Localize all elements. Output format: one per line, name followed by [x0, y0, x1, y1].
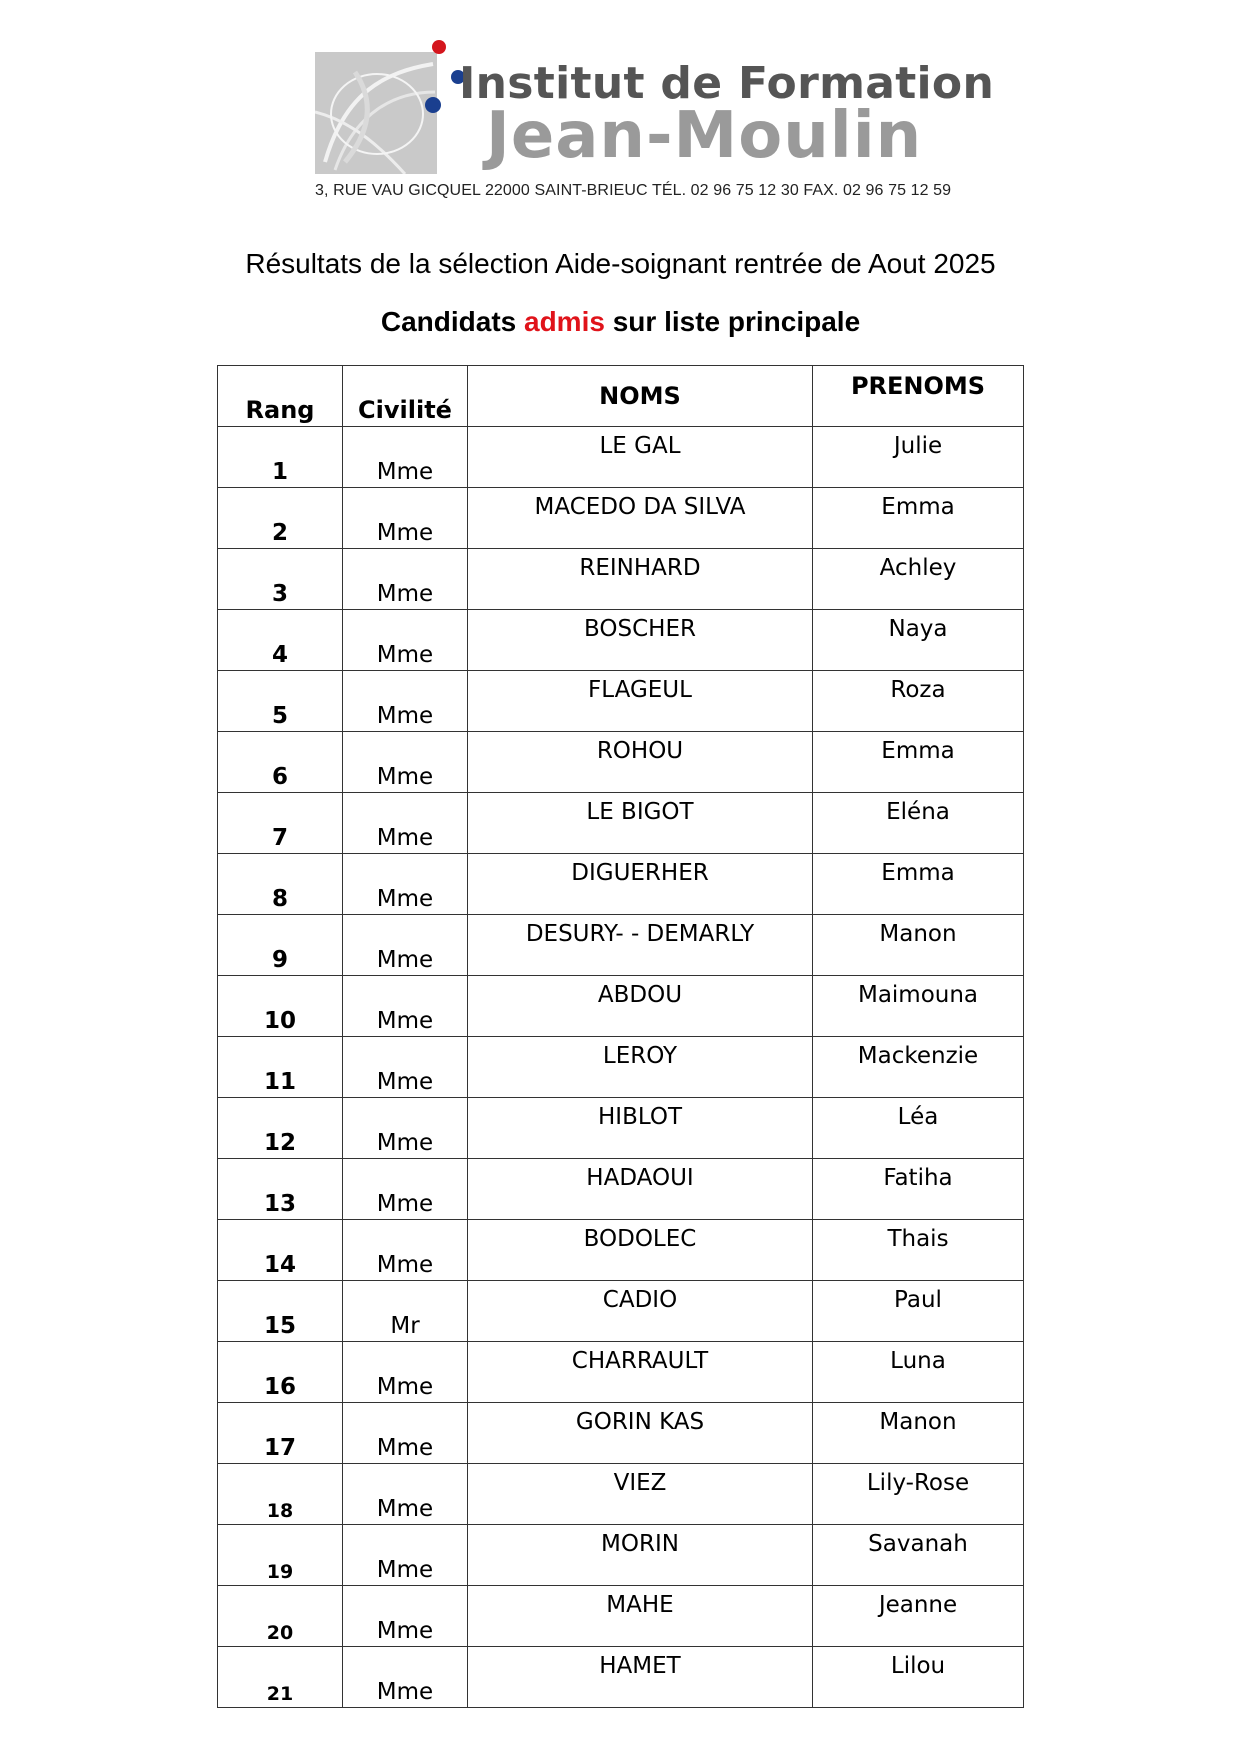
logo-line1: Institut de Formation: [459, 58, 995, 109]
cell-nom: CHARRAULT: [468, 1342, 813, 1403]
cell-rang: 19: [218, 1525, 343, 1586]
cell-nom: CADIO: [468, 1281, 813, 1342]
cell-rang: 12: [218, 1098, 343, 1159]
table-row: [218, 1281, 1024, 1342]
table-row: [218, 976, 1024, 1037]
cell-prenom: Manon: [813, 915, 1024, 976]
cell-rang: 5: [218, 671, 343, 732]
cell-nom: BOSCHER: [468, 610, 813, 671]
table-row: [218, 549, 1024, 610]
cell-civilite: Mme: [343, 976, 468, 1037]
cell-nom: HIBLOT: [468, 1098, 813, 1159]
cell-rang: 20: [218, 1586, 343, 1647]
cell-civilite: Mme: [343, 1403, 468, 1464]
cell-civilite: Mme: [343, 1464, 468, 1525]
cell-nom: VIEZ: [468, 1464, 813, 1525]
table-row: [218, 1220, 1024, 1281]
cell-prenom: Naya: [813, 610, 1024, 671]
table-row: [218, 1525, 1024, 1586]
cell-rang: 4: [218, 610, 343, 671]
cell-rang: 6: [218, 732, 343, 793]
cell-civilite: Mme: [343, 1586, 468, 1647]
cell-rang: 1: [218, 427, 343, 488]
table-row: [218, 1159, 1024, 1220]
institute-address: 3, RUE VAU GICQUEL 22000 SAINT-BRIEUC TÉL. 02 96 75 12 30 FAX. 02 96 75 12 59: [315, 182, 952, 199]
results-table: [217, 365, 1024, 1708]
cell-nom: LEROY: [468, 1037, 813, 1098]
cell-prenom: Maimouna: [813, 976, 1024, 1037]
table-row: [218, 1647, 1024, 1708]
table-row: [218, 732, 1024, 793]
cell-prenom: Mackenzie: [813, 1037, 1024, 1098]
cell-prenom: Savanah: [813, 1525, 1024, 1586]
header-prenoms: PRENOMS: [813, 366, 1024, 427]
cell-civilite: Mme: [343, 1525, 468, 1586]
cell-prenom: Lily-Rose: [813, 1464, 1024, 1525]
cell-nom: GORIN KAS: [468, 1403, 813, 1464]
header-rang: Rang: [218, 366, 343, 427]
cell-prenom: Emma: [813, 854, 1024, 915]
cell-civilite: Mme: [343, 488, 468, 549]
cell-nom: MORIN: [468, 1525, 813, 1586]
cell-nom: BODOLEC: [468, 1220, 813, 1281]
cell-civilite: Mme: [343, 732, 468, 793]
cell-civilite: Mme: [343, 1342, 468, 1403]
table-row: [218, 671, 1024, 732]
table-row: [218, 1342, 1024, 1403]
cell-prenom: Luna: [813, 1342, 1024, 1403]
table-header-row: [218, 366, 1024, 427]
cell-nom: REINHARD: [468, 549, 813, 610]
cell-prenom: Lilou: [813, 1647, 1024, 1708]
table-row: [218, 427, 1024, 488]
cell-nom: FLAGEUL: [468, 671, 813, 732]
cell-prenom: Manon: [813, 1403, 1024, 1464]
cell-prenom: Roza: [813, 671, 1024, 732]
cell-nom: HADAOUI: [468, 1159, 813, 1220]
table-row: [218, 1098, 1024, 1159]
table-row: [218, 854, 1024, 915]
cell-prenom: Emma: [813, 488, 1024, 549]
cell-civilite: Mr: [343, 1281, 468, 1342]
page-title: Résultats de la sélection Aide-soignant rentrée de Aout 2025: [245, 248, 996, 279]
cell-prenom: Paul: [813, 1281, 1024, 1342]
cell-rang: 17: [218, 1403, 343, 1464]
cell-rang: 18: [218, 1464, 343, 1525]
cell-rang: 3: [218, 549, 343, 610]
header-civilite: Civilité: [343, 366, 468, 427]
logo-line2: Jean-Moulin: [486, 99, 923, 173]
cell-civilite: Mme: [343, 1037, 468, 1098]
cell-prenom: Achley: [813, 549, 1024, 610]
cell-nom: ABDOU: [468, 976, 813, 1037]
cell-civilite: Mme: [343, 610, 468, 671]
cell-rang: 21: [218, 1647, 343, 1708]
cell-prenom: Emma: [813, 732, 1024, 793]
cell-rang: 7: [218, 793, 343, 854]
cell-prenom: Léa: [813, 1098, 1024, 1159]
table-row: [218, 488, 1024, 549]
cell-nom: LE GAL: [468, 427, 813, 488]
subtitle-part1: Candidats: [380, 306, 524, 337]
cell-nom: MAHE: [468, 1586, 813, 1647]
cell-nom: DIGUERHER: [468, 854, 813, 915]
page-subtitle: [0, 306, 1241, 338]
cell-civilite: Mme: [343, 1098, 468, 1159]
table-row: [218, 1037, 1024, 1098]
cell-nom: ROHOU: [468, 732, 813, 793]
cell-nom: DESURY- - DEMARLY: [468, 915, 813, 976]
cell-rang: 15: [218, 1281, 343, 1342]
cell-rang: 9: [218, 915, 343, 976]
cell-civilite: Mme: [343, 1220, 468, 1281]
table-row: [218, 1403, 1024, 1464]
table-row: [218, 610, 1024, 671]
cell-civilite: Mme: [343, 427, 468, 488]
table-row: [218, 793, 1024, 854]
cell-rang: 11: [218, 1037, 343, 1098]
table-row: [218, 1586, 1024, 1647]
subtitle-highlight: admis: [524, 306, 605, 337]
cell-civilite: Mme: [343, 1159, 468, 1220]
cell-rang: 10: [218, 976, 343, 1037]
cell-prenom: Jeanne: [813, 1586, 1024, 1647]
subtitle-part2: sur liste principale: [604, 306, 861, 337]
cell-prenom: Thais: [813, 1220, 1024, 1281]
table-row: [218, 915, 1024, 976]
cell-prenom: Eléna: [813, 793, 1024, 854]
cell-nom: HAMET: [468, 1647, 813, 1708]
cell-nom: MACEDO DA SILVA: [468, 488, 813, 549]
cell-prenom: Julie: [813, 427, 1024, 488]
cell-civilite: Mme: [343, 915, 468, 976]
cell-civilite: Mme: [343, 793, 468, 854]
cell-rang: 16: [218, 1342, 343, 1403]
cell-rang: 8: [218, 854, 343, 915]
cell-nom: LE BIGOT: [468, 793, 813, 854]
cell-prenom: Fatiha: [813, 1159, 1024, 1220]
cell-civilite: Mme: [343, 549, 468, 610]
cell-civilite: Mme: [343, 1647, 468, 1708]
cell-rang: 2: [218, 488, 343, 549]
cell-civilite: Mme: [343, 854, 468, 915]
cell-rang: 13: [218, 1159, 343, 1220]
cell-rang: 14: [218, 1220, 343, 1281]
header-noms: NOMS: [468, 366, 813, 427]
cell-civilite: Mme: [343, 671, 468, 732]
institute-logo: [315, 38, 995, 216]
table-row: [218, 1464, 1024, 1525]
